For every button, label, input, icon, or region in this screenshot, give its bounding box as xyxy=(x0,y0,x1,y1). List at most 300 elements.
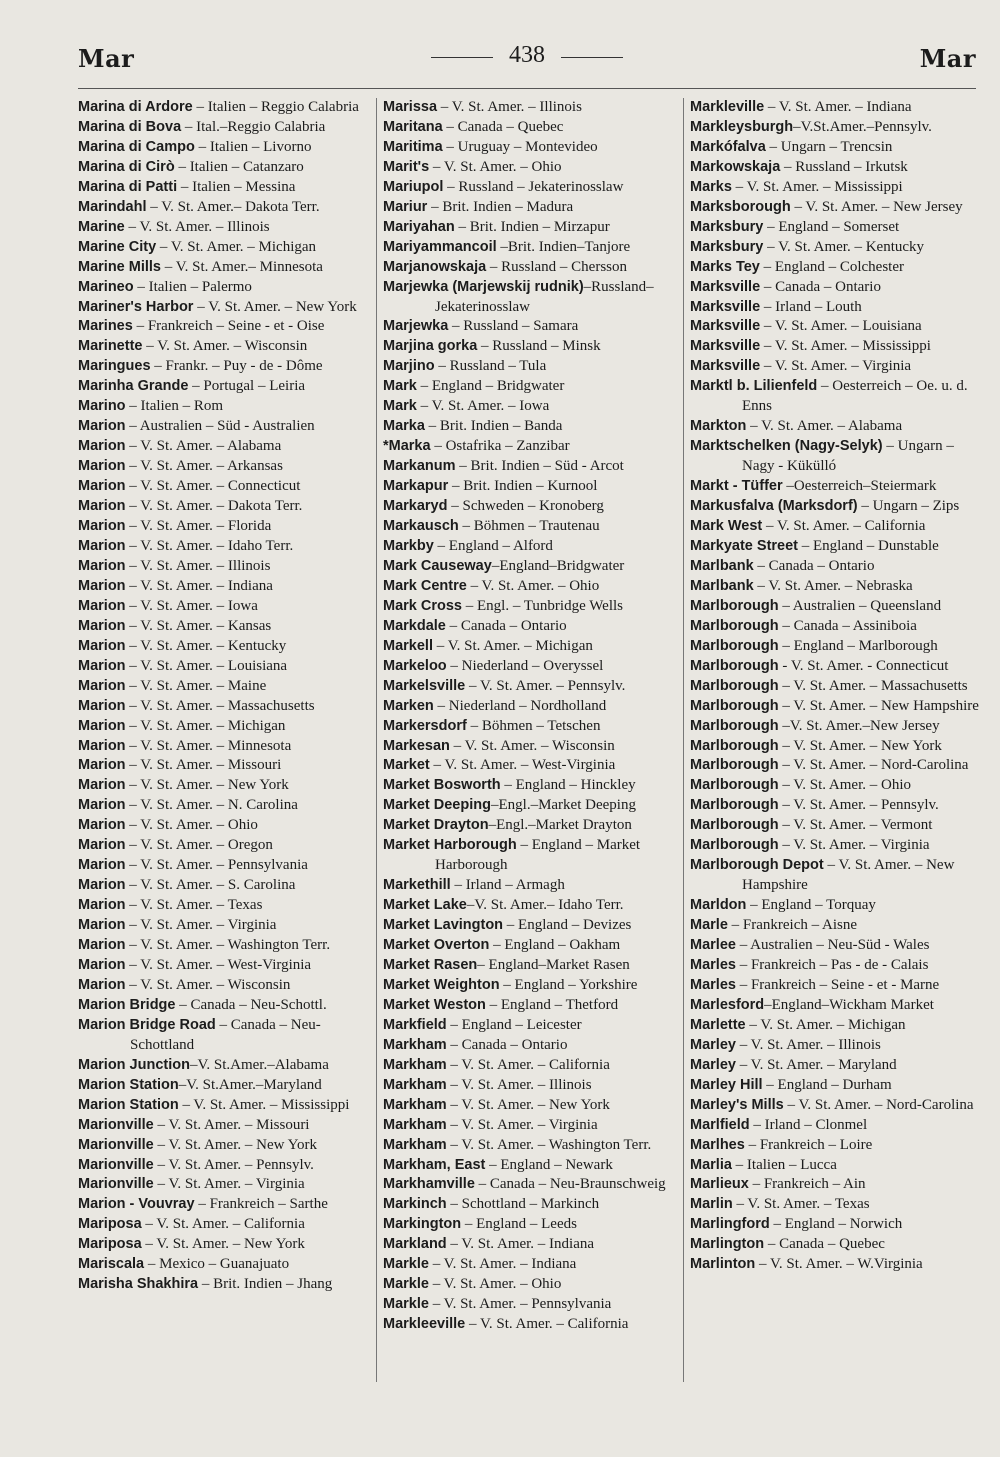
entry-place-name: Markelsville xyxy=(383,677,466,694)
gazetteer-entry xyxy=(78,1235,372,1255)
entry-location: – V. St. Amer. – Dakota Terr. xyxy=(125,498,303,515)
entry-place-name: Mariyammancoil xyxy=(383,238,497,255)
entry-place-name: Markófalva xyxy=(690,138,766,155)
entry-place-name: Marinette xyxy=(78,338,143,355)
gazetteer-entry xyxy=(383,477,683,497)
entry-location: – England – Leicester xyxy=(446,1016,582,1033)
gazetteer-entry xyxy=(383,1076,683,1096)
entry-location: – Frankreich – Aisne xyxy=(727,917,858,934)
entry-place-name: Marksville xyxy=(690,278,761,295)
gazetteer-entry xyxy=(78,397,372,417)
entry-place-name: Marionville xyxy=(78,1156,154,1173)
entry-place-name: Marles xyxy=(690,976,736,993)
entry-location: – Brit. Indien – Madura xyxy=(427,198,574,215)
entry-location: – V. St. Amer. – Illinois xyxy=(735,1036,881,1053)
entry-location: – V. St. Amer. – Pennsylvania xyxy=(428,1296,612,1313)
gazetteer-entry xyxy=(383,697,683,717)
entry-place-name: Marion Bridge xyxy=(78,996,176,1013)
entry-location: – V. St. Amer. – Kentucky xyxy=(763,238,925,255)
entry-place-name: Marjina gorka xyxy=(383,338,478,355)
gazetteer-entry xyxy=(78,1096,372,1116)
entry-place-name: Markleeville xyxy=(383,1316,466,1333)
gazetteer-entry xyxy=(690,916,980,936)
entry-location: – Uruguay – Montevideo xyxy=(442,138,598,155)
gazetteer-entry xyxy=(690,357,980,377)
entry-place-name: Marlborough xyxy=(690,657,779,674)
entry-place-name: Marion - Vouvray xyxy=(78,1196,195,1213)
entry-location: – V. St. Amer. – Washington Terr. xyxy=(125,937,331,954)
entry-place-name: Marksbury xyxy=(690,218,764,235)
entry-place-name: Market Weighton xyxy=(383,976,500,993)
entry-place-name: Marlinton xyxy=(690,1256,756,1273)
gazetteer-entry xyxy=(383,457,683,477)
gazetteer-entry xyxy=(690,1156,980,1176)
entry-place-name: Marlee xyxy=(690,937,736,954)
gazetteer-entry xyxy=(78,278,372,298)
entry-place-name: Marion xyxy=(78,617,126,634)
entry-place-name: Markham xyxy=(383,1036,447,1053)
gazetteer-entry xyxy=(383,1016,683,1036)
entry-place-name: Markington xyxy=(383,1216,462,1233)
entry-place-name: Marion xyxy=(78,418,126,435)
entry-place-name: Marion xyxy=(78,697,126,714)
entry-location: – Canada – Neu-Schottland xyxy=(130,1016,321,1053)
gazetteer-entry xyxy=(78,737,372,757)
entry-place-name: Mark xyxy=(383,378,417,395)
entry-location: – V. St. Amer. – Mississippi xyxy=(731,178,903,195)
entry-location: – V. St. Amer. – New Jersey xyxy=(790,198,963,215)
entry-place-name: Markethill xyxy=(383,877,451,894)
entry-place-name: Mariposa xyxy=(78,1236,142,1253)
entry-place-name: Markanum xyxy=(383,458,456,475)
entry-location: – V. St. Amer. – Mississippi xyxy=(760,338,931,355)
entry-location: – Russland – Jekaterinosslaw xyxy=(443,178,624,195)
entry-location: – England – Bridgwater xyxy=(416,378,565,395)
entry-location: – V. St. Amer. – Nord-Carolina xyxy=(778,757,969,774)
entry-place-name: Marlia xyxy=(690,1156,732,1173)
entry-location: – Ungarn – Trencsin xyxy=(765,138,893,155)
entry-place-name: Markle xyxy=(383,1256,429,1273)
entry-place-name: Markyate Street xyxy=(690,537,798,554)
gazetteer-entry xyxy=(383,737,683,757)
entry-location: – Australien – Queensland xyxy=(778,597,942,614)
entry-place-name: Market Deeping xyxy=(383,797,491,814)
gazetteer-entry xyxy=(690,597,980,617)
entry-place-name: Marlfield xyxy=(690,1116,750,1133)
gazetteer-entry xyxy=(78,936,372,956)
entry-location: – V. St. Amer. – Nebraska xyxy=(753,577,913,594)
gazetteer-entry xyxy=(383,717,683,737)
gazetteer-entry xyxy=(690,1195,980,1215)
entry-location: – England – Leeds xyxy=(461,1216,577,1233)
entry-location: – England – Market Harborough xyxy=(435,837,641,874)
entry-location: – V. St. Amer. – Massachusetts xyxy=(778,677,968,694)
gazetteer-entry xyxy=(690,1096,980,1116)
entry-location: – Portugal – Leiria xyxy=(188,378,306,395)
entry-location: – V. St. Amer. – New Hampshire xyxy=(778,697,979,714)
gazetteer-entry xyxy=(78,1076,372,1096)
entry-location: – V. St. Amer. – Wisconsin xyxy=(125,976,291,993)
entry-place-name: Markdale xyxy=(383,617,446,634)
entry-place-name: Market Weston xyxy=(383,996,486,1013)
entry-place-name: Maritima xyxy=(383,138,443,155)
entry-location: – Frankreich – Ain xyxy=(748,1176,866,1193)
entry-place-name: Marksville xyxy=(690,298,761,315)
entry-place-name: Marksville xyxy=(690,358,761,375)
gazetteer-entry xyxy=(78,158,372,178)
entry-place-name: Mariscala xyxy=(78,1256,145,1273)
gazetteer-entry xyxy=(383,98,683,118)
entry-location: – Canada – Ontario xyxy=(760,278,881,295)
entry-location: – Frankreich – Seine - et - Marne xyxy=(735,976,940,993)
gazetteer-entry xyxy=(78,98,372,118)
entry-location: –England–Wickham Market xyxy=(764,996,934,1013)
gazetteer-entry xyxy=(78,996,372,1016)
gazetteer-entry xyxy=(690,377,980,417)
gazetteer-entry xyxy=(78,517,372,537)
gazetteer-entry xyxy=(690,417,980,437)
entry-place-name: Marley xyxy=(690,1056,736,1073)
gazetteer-entry xyxy=(78,198,372,218)
entry-location: – Australien – Neu-Süd - Wales xyxy=(735,937,930,954)
gazetteer-entry xyxy=(383,1295,683,1315)
entry-location: – V. St. Amer. – Alabama xyxy=(746,418,903,435)
gazetteer-entry xyxy=(690,1235,980,1255)
entry-location: – Canada – Ontario xyxy=(753,557,875,574)
entry-place-name: Markleville xyxy=(690,99,765,115)
gazetteer-entry xyxy=(78,1116,372,1136)
entry-place-name: Markham, East xyxy=(383,1156,486,1173)
gazetteer-entry xyxy=(690,717,980,737)
entry-location: – Schottland – Markinch xyxy=(446,1196,600,1213)
entry-location: – V. St. Amer. – West-Virginia xyxy=(125,956,312,973)
entry-location: – V. St. Amer. – Indiana xyxy=(446,1236,595,1253)
gazetteer-entry xyxy=(78,577,372,597)
gazetteer-entry xyxy=(383,1255,683,1275)
entry-place-name: Markham xyxy=(383,1136,447,1153)
entry-place-name: Marlesford xyxy=(690,996,765,1013)
entry-place-name: Marjewka xyxy=(383,318,449,335)
entry-location: – V. St. Amer. – Massachusetts xyxy=(125,697,315,714)
entry-place-name: Marion xyxy=(78,817,126,834)
entry-place-name: Marldon xyxy=(690,897,747,914)
entry-location: – V. St. Amer. – S. Carolina xyxy=(125,877,296,894)
entry-place-name: Marion xyxy=(78,897,126,914)
entry-location: –England–Bridgwater xyxy=(491,557,625,574)
gazetteer-entry xyxy=(383,617,683,637)
entry-place-name: Marion xyxy=(78,537,126,554)
entry-place-name: Marionville xyxy=(78,1116,154,1133)
gazetteer-entry xyxy=(383,118,683,138)
entry-location: – V. St. Amer. – Louisiana xyxy=(760,318,922,335)
gazetteer-entry xyxy=(78,1136,372,1156)
gazetteer-entry xyxy=(690,98,980,118)
entry-place-name: Marjewka (Marjewskij rudnik) xyxy=(383,278,584,295)
entry-place-name: Marion xyxy=(78,757,126,774)
entry-place-name: Markle xyxy=(383,1296,429,1313)
entry-location: – Brit. Indien – Kurnool xyxy=(448,478,598,495)
entry-place-name: Marles xyxy=(690,956,736,973)
entry-place-name: Maritana xyxy=(383,118,443,135)
entry-location: – V. St. Amer. – Texas xyxy=(732,1196,870,1213)
entry-place-name: Marion xyxy=(78,458,126,475)
entry-place-name: Marlington xyxy=(690,1236,765,1253)
entry-location: – V. St. Amer. – California xyxy=(762,518,926,535)
entry-location: – Russland – Tula xyxy=(434,358,547,375)
entry-place-name: Marley Hill xyxy=(690,1076,763,1093)
entry-location: – Engl. – Tunbridge Wells xyxy=(461,597,624,614)
gazetteer-entry xyxy=(383,1235,683,1255)
entry-place-name: Markby xyxy=(383,537,434,554)
entry-location: – V. St. Amer. – Mississippi xyxy=(178,1096,350,1113)
gazetteer-entry xyxy=(383,637,683,657)
gazetteer-entry xyxy=(690,477,980,497)
entry-location: – Brit. Indien – Banda xyxy=(424,418,563,435)
entry-location: – V. St. Amer. – Illinois xyxy=(125,557,271,574)
gazetteer-entry xyxy=(383,377,683,397)
entry-location: – V. St. Amer. – Ohio xyxy=(466,577,600,594)
entry-location: – V. St. Amer. – California xyxy=(446,1056,610,1073)
gazetteer-entry xyxy=(690,617,980,637)
entry-location: – V. St. Amer. – Alabama xyxy=(125,438,282,455)
entry-place-name: Mark Centre xyxy=(383,577,467,594)
gazetteer-entry xyxy=(690,138,980,158)
entry-location: – Canada – Ontario xyxy=(446,1036,568,1053)
entry-location: – Niederland – Overyssel xyxy=(446,657,604,674)
entry-place-name: Marina di Cirò xyxy=(78,158,175,175)
entry-location: – Ungarn – Zips xyxy=(857,498,960,515)
gazetteer-entry xyxy=(78,1275,372,1295)
gazetteer-entry xyxy=(383,597,683,617)
entry-location: –Oesterreich–Steiermark xyxy=(782,478,937,495)
gazetteer-entry xyxy=(383,836,683,876)
gazetteer-entry xyxy=(690,657,980,677)
entry-place-name: Mark West xyxy=(690,518,763,535)
entry-place-name: Marlborough xyxy=(690,717,779,734)
gazetteer-entry xyxy=(383,577,683,597)
entry-place-name: Markham xyxy=(383,1116,447,1133)
entry-place-name: Marley's Mills xyxy=(690,1096,784,1113)
entry-place-name: Markausch xyxy=(383,518,459,535)
entry-location: – England – Alford xyxy=(433,537,553,554)
entry-location: –V.St.Amer.–Pennsylv. xyxy=(793,118,932,135)
entry-location: – V. St. Amer. – Connecticut xyxy=(125,478,301,495)
gazetteer-entry xyxy=(78,317,372,337)
entry-location: – Italien – Catanzaro xyxy=(174,158,304,175)
gazetteer-entry xyxy=(78,956,372,976)
gazetteer-entry xyxy=(78,377,372,397)
entry-place-name: Marine Mills xyxy=(78,258,161,275)
gazetteer-entry xyxy=(383,1036,683,1056)
entry-place-name: Markapur xyxy=(383,478,449,495)
gazetteer-entry xyxy=(383,178,683,198)
entry-place-name: Marion xyxy=(78,438,126,455)
entry-place-name: Marlbank xyxy=(690,557,754,574)
entry-location: – Italien – Rom xyxy=(125,398,224,415)
gazetteer-entry xyxy=(690,1016,980,1036)
entry-location: –V. St. Amer.– Idaho Terr. xyxy=(466,897,624,914)
entry-place-name: Markleysburgh xyxy=(690,118,794,135)
gazetteer-entry xyxy=(690,218,980,238)
gazetteer-entry xyxy=(383,337,683,357)
entry-location: – England – Norwich xyxy=(769,1216,903,1233)
entry-place-name: Marlborough xyxy=(690,697,779,714)
gazetteer-entry xyxy=(78,697,372,717)
gazetteer-entry xyxy=(690,537,980,557)
entry-place-name: Markaryd xyxy=(383,498,448,515)
entry-location: – V. St. Amer. – Maryland xyxy=(735,1056,897,1073)
gazetteer-entry xyxy=(690,1076,980,1096)
entry-location: – England – Newark xyxy=(485,1156,613,1173)
entry-place-name: Marion xyxy=(78,637,126,654)
header-dash-right xyxy=(561,57,623,58)
gazetteer-entry xyxy=(690,756,980,776)
gazetteer-entry xyxy=(78,856,372,876)
entry-location: – V. St. Amer. – New York xyxy=(125,777,289,794)
entry-place-name: Marlieux xyxy=(690,1176,749,1193)
page-number: 438 xyxy=(509,42,545,68)
entry-place-name: Marion xyxy=(78,937,126,954)
entry-location: – V. St. Amer. – Michigan xyxy=(125,717,286,734)
gazetteer-entry xyxy=(78,717,372,737)
entry-location: – Italien – Livorno xyxy=(194,138,312,155)
entry-location: – V. St. Amer. – Ohio xyxy=(778,777,911,794)
entry-place-name: Marion xyxy=(78,797,126,814)
entry-place-name: Markhamville xyxy=(383,1176,475,1193)
gazetteer-entry xyxy=(78,657,372,677)
entry-location: – V. St. Amer. – Michigan xyxy=(745,1016,906,1033)
entry-place-name: Marion xyxy=(78,478,126,495)
entry-place-name: Marlborough xyxy=(690,637,779,654)
gazetteer-entry xyxy=(78,836,372,856)
entry-location: – Frankreich – Sarthe xyxy=(194,1196,328,1213)
entry-location: – England – Somerset xyxy=(763,218,900,235)
gazetteer-entry xyxy=(690,816,980,836)
entry-place-name: Markeloo xyxy=(383,657,447,674)
entry-place-name: Marine xyxy=(78,218,125,235)
gazetteer-entry xyxy=(383,357,683,377)
gazetteer-entry xyxy=(690,1255,980,1275)
entry-location: – Brit. Indien – Mirzapur xyxy=(454,218,610,235)
gazetteer-entry xyxy=(78,1156,372,1176)
gazetteer-entry xyxy=(690,517,980,537)
entry-location: – Mexico – Guanajuato xyxy=(144,1256,290,1273)
gazetteer-entry xyxy=(78,1215,372,1235)
entry-location: – Frankr. – Puy - de - Dôme xyxy=(150,358,323,375)
entry-location: – V. St. Amer. – Idaho Terr. xyxy=(125,537,294,554)
entry-place-name: Mariyahan xyxy=(383,218,455,235)
entry-place-name: Markland xyxy=(383,1236,447,1253)
gazetteer-entry xyxy=(383,138,683,158)
entry-place-name: Marissa xyxy=(383,99,438,115)
entry-location: – England – Torquay xyxy=(746,897,876,914)
page-header xyxy=(78,40,976,80)
entry-location: – Frankreich – Pas - de - Calais xyxy=(735,956,929,973)
gazetteer-entry xyxy=(690,836,980,856)
gazetteer-entry xyxy=(690,1175,980,1195)
entry-place-name: Marion xyxy=(78,877,126,894)
entry-place-name: Marksborough xyxy=(690,198,791,215)
entry-place-name: Marion xyxy=(78,917,126,934)
gazetteer-entry xyxy=(383,876,683,896)
gazetteer-entry xyxy=(78,976,372,996)
gazetteer-entry xyxy=(383,317,683,337)
entry-location: – V. St. Amer. – Iowa xyxy=(125,597,258,614)
entry-location: – V. St. Amer. – Illinois xyxy=(437,99,582,115)
entry-place-name: Market Overton xyxy=(383,937,490,954)
entry-location: – V. St. Amer. – Iowa xyxy=(416,398,550,415)
gazetteer-entry xyxy=(690,298,980,318)
entry-location: – Italien – Palermo xyxy=(133,278,252,295)
gazetteer-entry xyxy=(383,996,683,1016)
entry-location: –Brit. Indien–Tanjore xyxy=(496,238,631,255)
gazetteer-entry xyxy=(78,597,372,617)
entry-location: – V. St. Amer. – Vermont xyxy=(778,817,933,834)
gazetteer-entry xyxy=(383,1275,683,1295)
entry-place-name: *Marka xyxy=(383,438,431,455)
gazetteer-entry xyxy=(383,976,683,996)
entry-location: – V. St. Amer. – New York xyxy=(141,1236,305,1253)
entry-place-name: Marle xyxy=(690,917,728,934)
gazetteer-entry xyxy=(383,1215,683,1235)
entry-place-name: Market Rasen xyxy=(383,956,478,973)
entry-place-name: Market Drayton xyxy=(383,817,489,834)
gazetteer-entry xyxy=(690,1215,980,1235)
header-left-keyword: Mar xyxy=(78,44,135,73)
entry-place-name: Markesan xyxy=(383,737,450,754)
gazetteer-entry xyxy=(78,1175,372,1195)
gazetteer-entry xyxy=(383,936,683,956)
gazetteer-entry xyxy=(78,138,372,158)
entry-location: – England – Hinckley xyxy=(500,777,636,794)
gazetteer-entry xyxy=(78,916,372,936)
entry-place-name: Mark xyxy=(383,398,417,415)
entry-place-name: Marlborough xyxy=(690,677,779,694)
gazetteer-entry xyxy=(383,1315,683,1335)
entry-place-name: Market Bosworth xyxy=(383,777,501,794)
gazetteer-entry xyxy=(690,996,980,1016)
gazetteer-entry xyxy=(78,776,372,796)
entry-location: – Ungarn – Nagy - Kükülló xyxy=(742,438,954,475)
gazetteer-entry xyxy=(78,238,372,258)
entry-place-name: Marksbury xyxy=(690,238,764,255)
entry-location: – V. St. Amer. – Illinois xyxy=(446,1076,592,1093)
gazetteer-entry xyxy=(383,278,683,318)
entry-location: – V. St. Amer. – California xyxy=(141,1216,305,1233)
gazetteer-entry xyxy=(383,238,683,258)
entry-place-name: Mark Cross xyxy=(383,597,462,614)
entry-location: – V. St. Amer. – Texas xyxy=(125,897,263,914)
entry-location: – V. St. Amer. – Virginia xyxy=(153,1176,305,1193)
entry-location: – England – Marlborough xyxy=(778,637,938,654)
entry-location: – V. St. Amer. – Ohio xyxy=(125,817,258,834)
entry-location: – Ital.–Reggio Calabria xyxy=(181,118,326,135)
gazetteer-entry xyxy=(383,1195,683,1215)
entry-place-name: Mariner's Harbor xyxy=(78,298,194,315)
entry-place-name: Marina di Ardore xyxy=(78,99,193,115)
entry-place-name: Markt - Tüffer xyxy=(690,478,783,495)
gazetteer-entry xyxy=(383,657,683,677)
gazetteer-entry xyxy=(78,437,372,457)
gazetteer-entry xyxy=(78,497,372,517)
gazetteer-entry xyxy=(383,896,683,916)
entry-place-name: Marionville xyxy=(78,1176,154,1193)
entry-place-name: Marion xyxy=(78,956,126,973)
entry-location: – V. St. Amer. – Virginia xyxy=(760,358,912,375)
gazetteer-entry xyxy=(78,1255,372,1275)
gazetteer-entry xyxy=(690,637,980,657)
gazetteer-entry xyxy=(78,1195,372,1215)
